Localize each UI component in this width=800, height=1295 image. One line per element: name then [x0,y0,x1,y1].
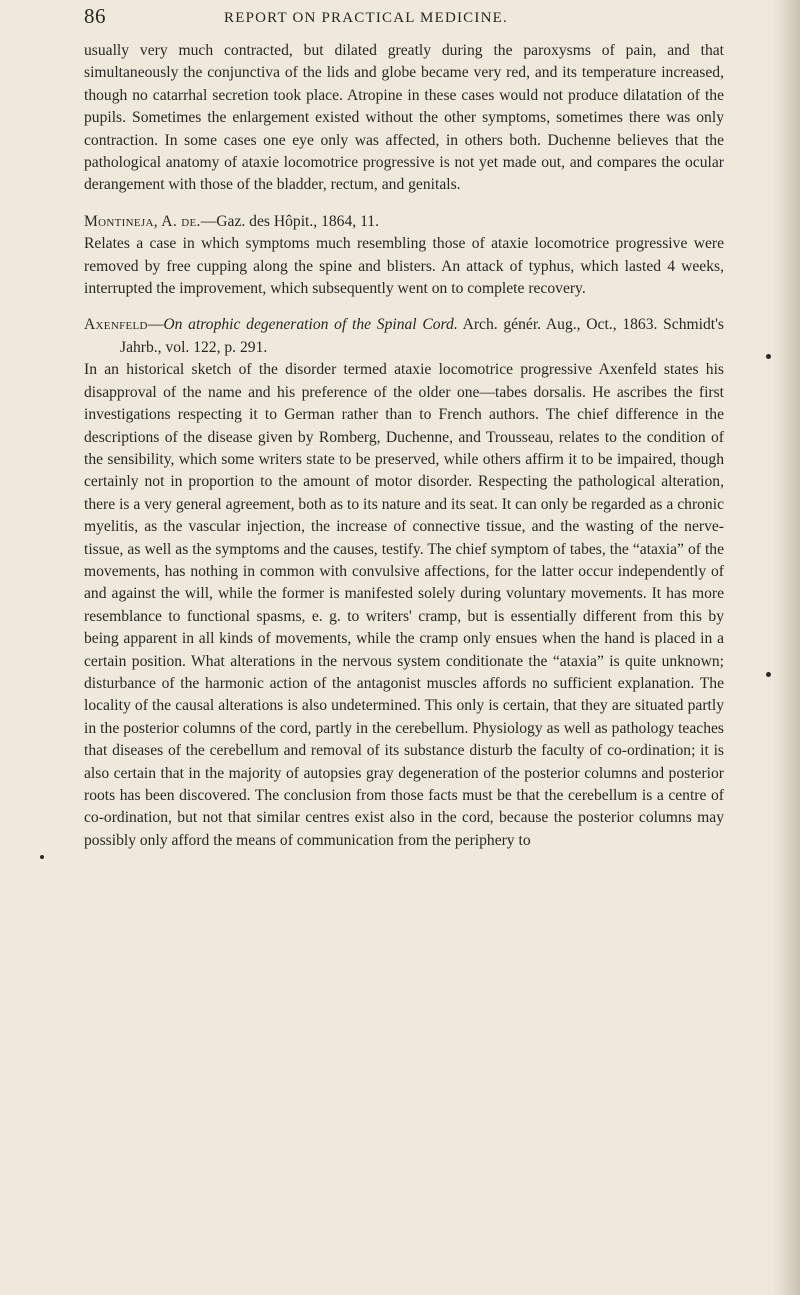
intro-paragraph: usually very much contracted, but dilated greatly during the paroxysms of pain, and that simultaneously the conjunctiva of the lids and globe became very red, and its temperature increased, though no catarrhal secretion took place. Atropine in these cases would not produce dilatation of the pupils. Sometimes the enlargement existed without the other symptoms, sometimes there was only contraction. In some cases one eye only was affected, in others both. Duchenne believes that the pathological anatomy of ataxie locomotrice progressive is not yet made out, and compares the ocular derangement with those of the bladder, rectum, and genitals. [84,42,724,194]
entry-title: On atrophic degeneration of the Spinal Cord. [163,316,458,334]
entry-dash: — [147,316,164,334]
page-number: 86 [84,4,106,28]
entry-author: Axenfeld [84,316,148,334]
margin-dot-mark [766,672,771,677]
body-text [84,40,724,852]
entry-citation: —Gaz. des Hôpit., 1864, 11. [200,212,379,230]
margin-dot-mark [766,354,771,359]
bibliography-entry-montineja [84,211,724,301]
entry-abstract: In an historical sketch of the disorder termed ataxie locomotrice progressive Axenfeld states his disapproval of the name and his preference of the older one—tabes dorsalis. He ascribes the first investigations respecting it to German rather than to French authors. The chief difference in the descriptions of the disease given by Romberg, Duchenne, and Trousseau, relates to the condition of the sensibility, which some writers state to be preserved, while others affirm it to be impaired, though certainly not in proportion to the amount of motor disorder. Respecting the pathological alteration, there is a very general agreement, both as to its nature and its seat. It can only be regarded as a chronic myelitis, as the vascular injection, the increase of connective tissue, and the wasting of the nerve-tissue, as well as the symptoms and the causes, testify. The chief symptom of tabes, the “ataxia” of the movements, has nothing in common with convulsive affections, for the latter occur independently of and against the will, while the former is manifested solely during voluntary movements. It has more resemblance to functional spasms, e. g. to writers' cramp, but is essentially different from this by being apparent in all kinds of movements, while the cramp only ensues when the hand is placed in a certain position. What alterations in the nervous system conditionate the “ataxia” is quite unknown; disturbance of the harmonic action of the antagonist muscles affords no sufficient explanation. The locality of the causal alterations is also undetermined. This only is certain, that they are situated partly in the posterior columns of the cord, partly in the cerebellum. Physiology as well as pathology teaches that diseases of the cerebellum and removal of its substance disturb the faculty of co-ordination; it is also certain that in the majority of autopsies gray degeneration of the posterior columns and posterior roots has been discovered. The conclusion from those facts must be that the cerebellum is a centre of co-ordination, but not that similar centres exist also in the cord, because the posterior columns may possibly only afford the means of communication from the periphery to [84,361,724,849]
running-head: REPORT ON PRACTICAL MEDICINE. [224,10,508,26]
entry-heading [84,211,724,233]
page-header [84,4,724,32]
bibliography-entry-axenfeld [84,314,724,852]
page-edge-shadow [772,0,800,1295]
margin-dot-mark [40,855,44,859]
entry-citation: Arch. génér. Aug., Oct., 1863. Schmidt's Jahrb., vol. 122, p. 291. [120,316,724,356]
entry-abstract: Relates a case in which symptoms much resembling those of ataxie locomotrice progressive were removed by free cupping along the spine and blisters. An attack of typhus, which lasted 4 weeks, interrupted the improvement, which subsequently went on to complete recovery. [84,235,724,298]
entry-heading [84,314,724,359]
entry-author: Montineja, A. de. [84,212,201,230]
